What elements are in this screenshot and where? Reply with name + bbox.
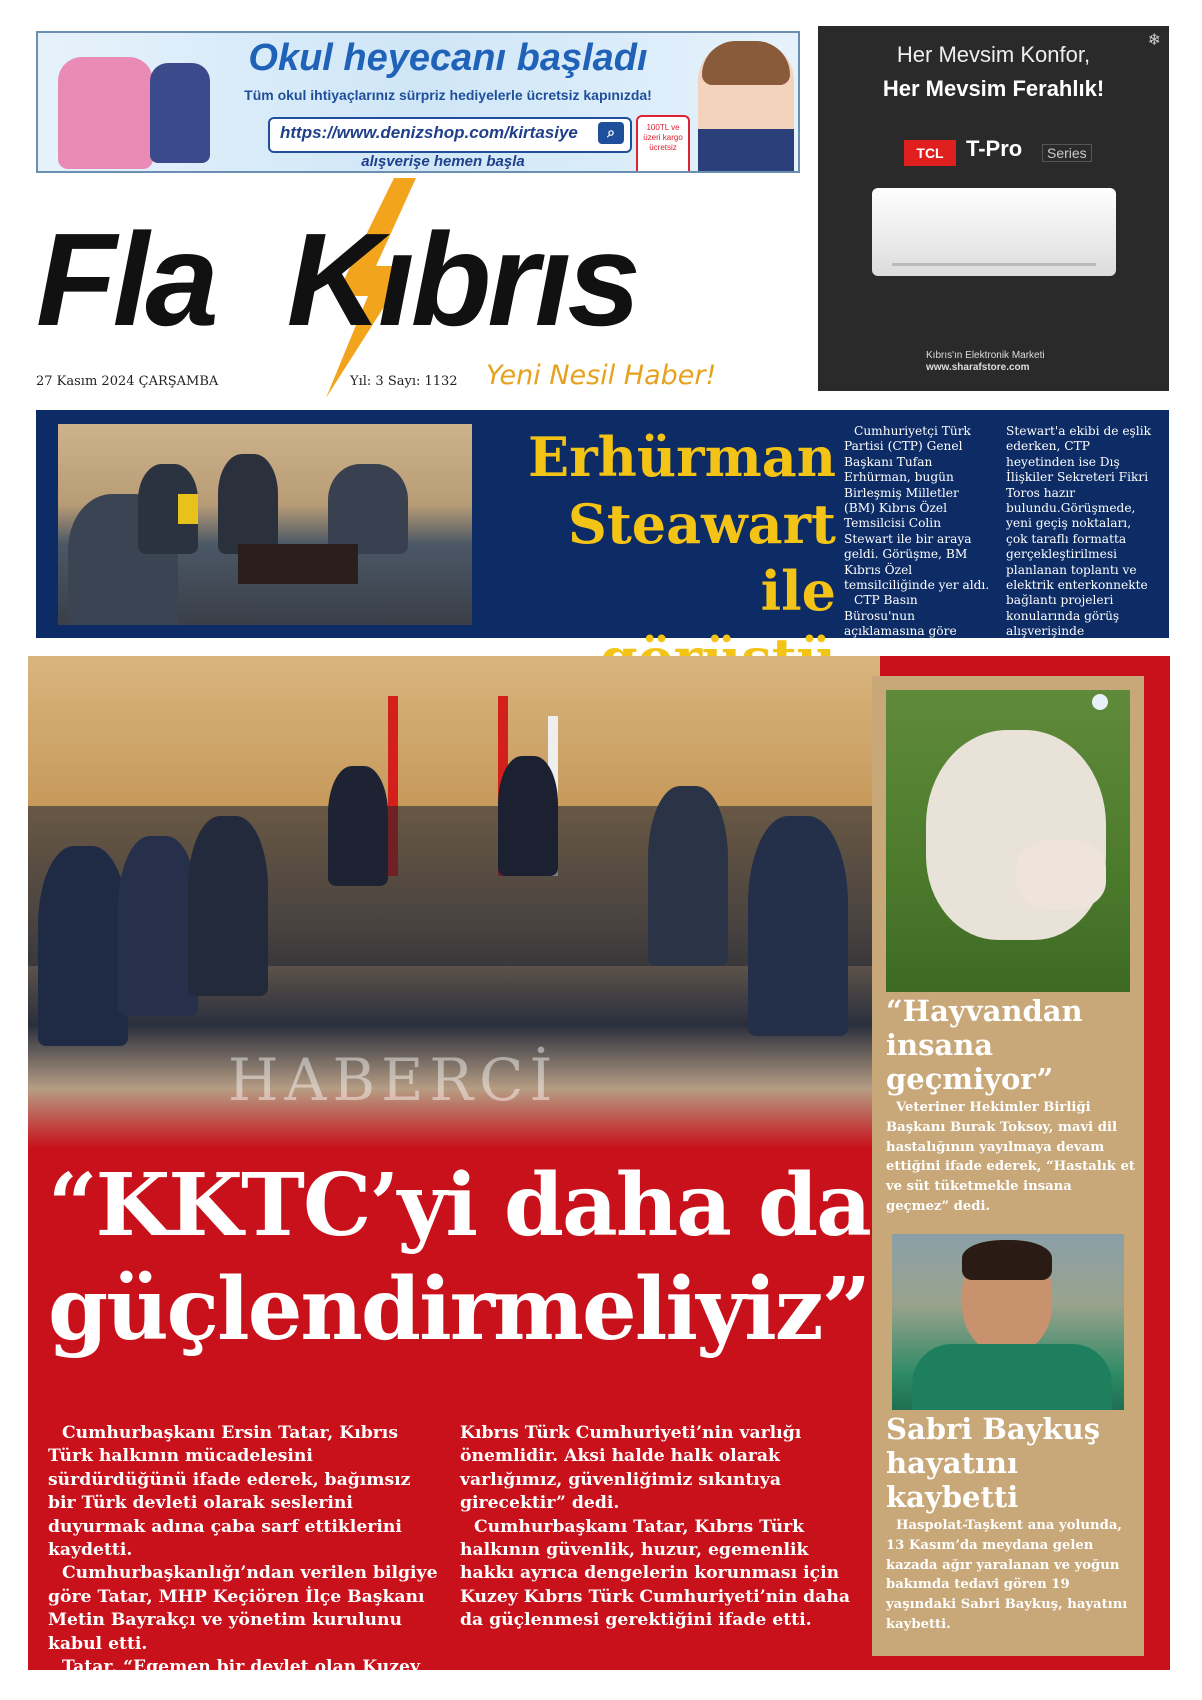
product-series: Series [1042, 144, 1092, 162]
backpack-illustration [58, 57, 153, 169]
free-shipping-stamp: 100TL ve üzeri kargo ücretsiz [636, 115, 690, 173]
ad-url[interactable] [268, 117, 632, 153]
logo-part2: Kıbrıs [286, 206, 637, 353]
story2-body: Haspolat-Taşkent ana yolunda, 13 Kasım’da meydana gelen kazada ağır yaralanan ve yoğun bakımda tedavi gören 19 yaşındaki Sabri Baykuş, hayatını kaybetti. [886, 1518, 1128, 1632]
paragraph: Cumhurbaşkanı Ersin Tatar, Kıbrıs Türk halkının mücadelesini sürdürdüğünü ifade ederek, bağımsız bir Türk devleti olarak seslerini duyurmak adına çaba sarf ettiklerini kaydetti. [48, 1423, 411, 1561]
snowflake-icon: ❄ [1147, 30, 1161, 49]
ad-right-line1: Her Mevsim Konfor, [896, 42, 1091, 67]
main-story-photo [28, 656, 880, 1148]
product-model: T-Pro [966, 136, 1023, 161]
ad-url-text: https://www.denizshop.com/kirtasiye [280, 123, 578, 142]
headline-line: Steawart ile [567, 492, 836, 623]
store-url[interactable]: www.sharafstore.com [926, 362, 1030, 373]
headline-line: “KKTC’yi daha da [48, 1155, 870, 1256]
tcl-logo: TCL [904, 140, 956, 166]
paragraph: Cumhurbaşkanlığı’ndan verilen bilgiye göre Tatar, MHP Keçiören İlçe Başkanı Metin Bayrakçı ve yönetim kurulunu kabul etti. [48, 1563, 438, 1654]
headline-line: güçlendirmeliyiz” [48, 1259, 870, 1360]
ad-right-line2: Her Mevsim Ferahlık! [882, 76, 1105, 101]
sheep-photo [886, 690, 1130, 992]
story-erhurman[interactable] [36, 410, 1169, 654]
paragraph: Kıbrıs Türk Cumhuriyeti’nin varlığı önemlidir. Aksi halde halk olarak varlığımız, güvenliğimiz sıkıntıya girecektir” dedi. [460, 1423, 802, 1514]
paragraph: Cumhuriyetçi Türk Partisi (CTP) Genel Başkanı Tufan Erhürman, bugün Birleşmiş Milletler (BM) Kıbrıs Özel Temsilcisi Colin Stewart ile bir araya geldi. Görüşme, BM Kıbrıs Özel temsilciliğinde yer aldı. [844, 424, 990, 593]
masthead [36, 178, 796, 398]
ad-subline: Tüm okul ihtiyaçlarınız sürpriz hediyelerle ücretsiz kapınızda! [244, 87, 652, 103]
main-story-col2 [460, 1422, 855, 1633]
portrait-photo [892, 1234, 1124, 1410]
main-headline [48, 1154, 878, 1362]
ad-banner-top[interactable] [36, 31, 800, 173]
student-uniform [698, 129, 794, 173]
story-blue-col1 [844, 424, 992, 655]
paragraph: Tatar, “Egemen bir devlet olan Kuzey [62, 1657, 420, 1678]
issue-number: Yıl: 3 Sayı: 1132 [350, 374, 458, 389]
ad-headline: Okul heyecanı başladı [248, 37, 648, 79]
newspaper-logo[interactable] [36, 206, 637, 353]
ad-banner-right[interactable] [818, 26, 1169, 391]
ad-cta[interactable]: alışverişe hemen başla [361, 153, 525, 170]
story1-headline[interactable]: “Hayvandan insana geçmiyor” [886, 994, 1083, 1096]
story-blue-headline [484, 424, 836, 692]
slogan: Yeni Nesil Haber! [486, 360, 717, 391]
air-conditioner-image [872, 188, 1116, 276]
main-story-col1 [48, 1422, 443, 1679]
search-icon: ⌕ [598, 122, 624, 144]
headline-line: Erhürman [528, 425, 836, 489]
photo-watermark: HABERCİ [228, 1046, 559, 1114]
story2-headline[interactable]: Sabri Baykuş hayatını kaybetti [886, 1412, 1101, 1514]
story1-body: Veteriner Hekimler Birliği Başkanı Burak Toksoy, mavi dil hastalığının yayılmaya devam ettiğini ifade ederek, “Hastalık et ve süt tüketmekle insana geçmez” dedi. [886, 1100, 1135, 1214]
paragraph: CTP Basın Bürosu'nun açıklamasına göre toplantıda, Colin [844, 593, 957, 654]
issue-date: 27 Kasım 2024 ÇARŞAMBA [36, 374, 219, 389]
paragraph: Stewart'a ekibi de eşlik ederken, CTP heyetinden ise Dış İlişkiler Sekreteri Fikri Toros hazır bulundu.Görüşmede, yeni geçiş noktaları, çok taraflı formatta gerçekleştirilmesi planlanan toplantı ve elektrik enterkonnekte bağlantı projeleri konularında görüş alışverişinde bulunuldu. [1006, 424, 1151, 654]
meeting-photo [58, 424, 472, 625]
store-tagline: Kıbrıs'ın Elektronik Marketi [926, 350, 1045, 361]
story-blue-col2 [1006, 424, 1154, 655]
sidebar [872, 676, 1144, 1656]
logo-part1: Fla [36, 206, 215, 353]
student-hair [702, 41, 790, 85]
ad-right-footer [926, 350, 1045, 374]
paragraph: Cumhurbaşkanı Tatar, Kıbrıs Türk halkının güvenlik, huzur, egemenlik hakkı ayrıca dengelerin korunması için Kuzey Kıbrıs Türk Cumhuriyeti’nin daha da güçlenmesi gerektiğini ifade etti. [460, 1516, 850, 1631]
